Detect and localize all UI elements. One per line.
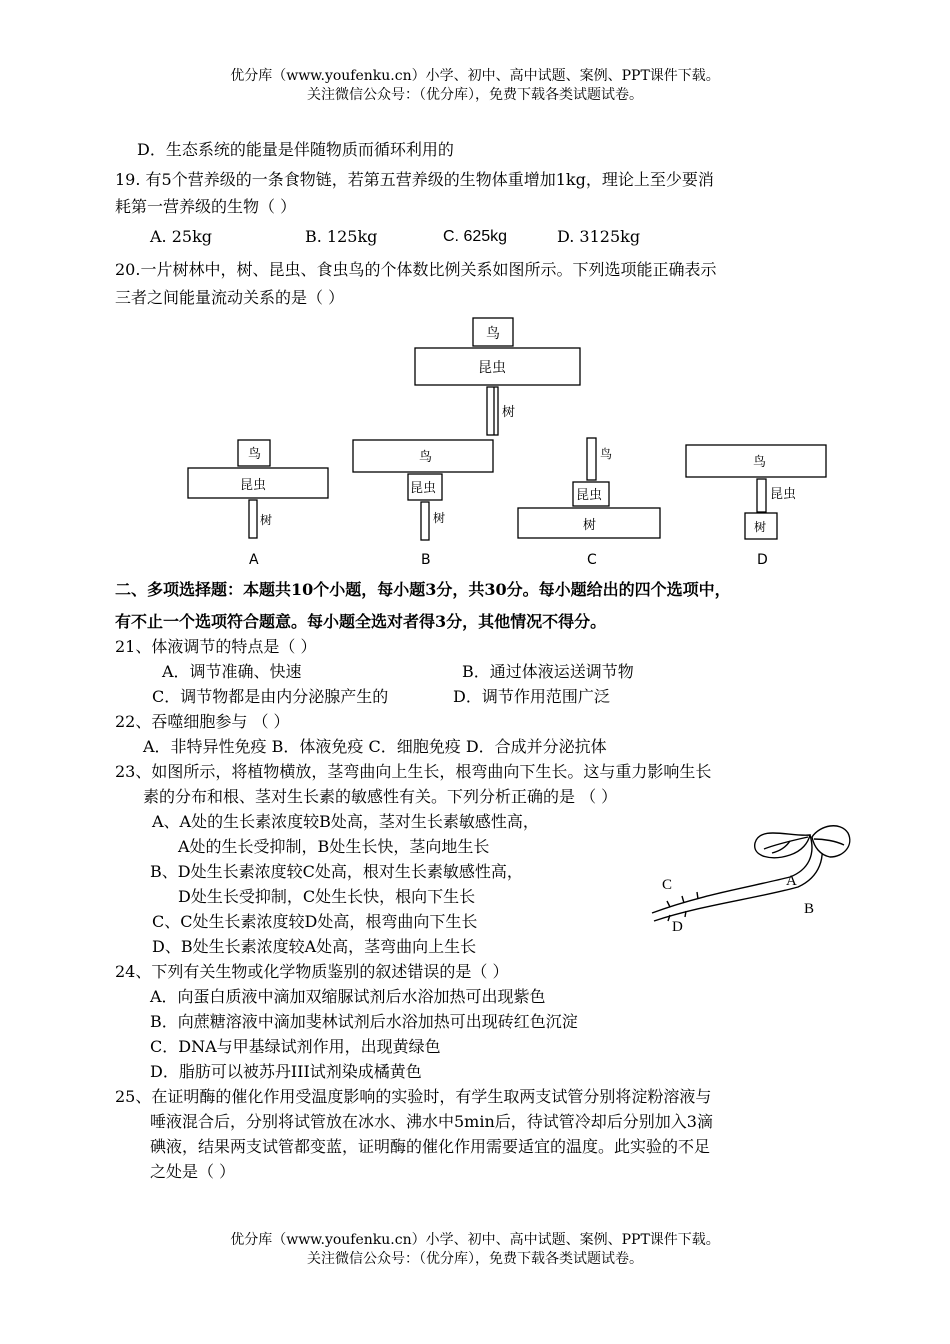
q20-option-a-pyramid <box>188 440 328 538</box>
q25-stem-line1: 25、在证明酶的催化作用受温度影响的实验时，有学生取两支试管分别将淀粉溶液与 <box>115 1087 712 1106</box>
plant-leaf-left <box>755 833 810 858</box>
q20-stem-line2: 三者之间能量流动关系的是（ ） <box>115 288 345 307</box>
q20-option-d-pyramid <box>686 445 826 539</box>
d-bird-label: 鸟 <box>753 455 767 470</box>
q23-option-a-line2: A处的生长受抑制，B处生长快，茎向地生长 <box>178 837 490 856</box>
main-insect-label: 昆虫 <box>478 360 506 376</box>
q25-stem-line2: 唾液混合后，分别将试管放在冰水、沸水中5min后，待试管冷却后分别加入3滴 <box>150 1112 713 1131</box>
section2-instructions-line1: 二、多项选择题：本题共10个小题，每小题3分，共30分。每小题给出的四个选项中， <box>115 580 731 599</box>
main-tree-label: 树 <box>502 405 516 420</box>
a-tree-label: 树 <box>260 513 273 527</box>
page-footer-line2: 关注微信公众号：（优分库），免费下载各类试题试卷。 <box>307 1251 643 1267</box>
q23-stem-line2: 素的分布和根、茎对生长素的敏感性有关。下列分析正确的是 （ ） <box>143 787 618 806</box>
q19-option-c: C. 625kg <box>443 228 508 245</box>
q19-stem-line2: 耗第一营养级的生物（ ） <box>115 197 297 216</box>
plant-label-d: D <box>672 919 683 935</box>
q24-option-a: A．向蛋白质液中滴加双缩脲试剂后水浴加热可出现紫色 <box>150 987 546 1006</box>
plant-label-a: A <box>786 873 797 889</box>
b-tree-label: 树 <box>433 511 446 525</box>
d-tree-label: 树 <box>754 520 767 534</box>
main-bird-label: 鸟 <box>486 326 500 342</box>
plant-label-b: B <box>804 901 815 917</box>
q23-option-b-line1: B、D处生长素浓度较C处高，根对生长素敏感性高， <box>150 862 523 881</box>
d-insect-label: 昆虫 <box>770 487 797 502</box>
q24-option-b: B．向蔗糖溶液中滴加斐林试剂后水浴加热可出现砖红色沉淀 <box>150 1012 578 1031</box>
q21-option-d: D．调节作用范围广泛 <box>453 687 610 706</box>
page-footer-line1: 优分库（www.youfenku.cn）小学、初中、高中试题、案例、PPT课件下载。 <box>230 1232 720 1248</box>
q19-option-b: B. 125kg <box>305 227 378 246</box>
q20-option-b-pyramid <box>353 440 493 540</box>
page-header-line1: 优分库（www.youfenku.cn）小学、初中、高中试题、案例、PPT课件下载。 <box>230 68 720 84</box>
q24-option-d: D．脂肪可以被苏丹III试剂染成橘黄色 <box>150 1062 422 1081</box>
q21-option-c: C．调节物都是由内分泌腺产生的 <box>152 687 389 706</box>
plant-label-c: C <box>662 877 673 893</box>
b-bird-label: 鸟 <box>419 450 433 465</box>
q19-stem-line1: 19. 有5个营养级的一条食物链，若第五营养级的生物体重增加1kg，理论上至少要消 <box>115 170 714 189</box>
q20-main-pyramid <box>415 318 580 435</box>
q21-option-a: A．调节准确、快速 <box>162 662 302 681</box>
q18-option-d: D．生态系统的能量是伴随物质而循环利用的 <box>137 140 454 159</box>
section2-instructions-line2: 有不止一个选项符合题意。每小题全选对者得3分，其他情况不得分。 <box>115 612 607 631</box>
q23-stem-line1: 23、如图所示，将植物横放，茎弯曲向上生长，根弯曲向下生长。这与重力影响生长 <box>115 762 712 781</box>
q20-stem-line1: 20.一片树林中，树、昆虫、食虫鸟的个体数比例关系如图所示。下列选项能正确表示 <box>115 260 717 279</box>
b-insect-label: 昆虫 <box>410 481 437 496</box>
q19-option-d: D. 3125kg <box>557 227 641 246</box>
q21-stem: 21、体液调节的特点是（ ） <box>115 637 317 656</box>
q22-stem: 22、吞噬细胞参与 （ ） <box>115 712 290 731</box>
q20-pyramid-figure <box>0 310 950 570</box>
q21-option-b: B．通过体液运送调节物 <box>462 662 634 681</box>
q23-plant-figure <box>640 815 860 945</box>
page-header-line2: 关注微信公众号：（优分库），免费下载各类试题试卷。 <box>307 87 643 103</box>
q24-option-c: C．DNA与甲基绿试剂作用，出现黄绿色 <box>150 1037 441 1056</box>
q22-options: A．非特异性免疫 B．体液免疫 C．细胞免疫 D．合成并分泌抗体 <box>143 737 607 756</box>
q20-option-c-letter: C <box>587 552 597 568</box>
c-bird-label: 鸟 <box>600 447 613 461</box>
q20-option-d-letter: D <box>757 552 768 568</box>
q23-option-d: D、B处生长素浓度较A处高，茎弯曲向上生长 <box>152 937 477 956</box>
c-insect-label: 昆虫 <box>576 488 603 503</box>
a-insect-label: 昆虫 <box>240 478 267 493</box>
q23-option-a-line1: A、A处的生长素浓度较B处高，茎对生长素敏感性高， <box>152 812 539 831</box>
q20-option-c-pyramid <box>518 438 660 538</box>
a-bird-label: 鸟 <box>248 447 262 462</box>
q23-option-c: C、C处生长素浓度较D处高，根弯曲向下生长 <box>152 912 478 931</box>
q19-option-a: A. 25kg <box>150 227 213 246</box>
q23-option-b-line2: D处生长受抑制，C处生长快，根向下生长 <box>178 887 476 906</box>
q20-option-b-letter: B <box>421 552 431 568</box>
q25-stem-line4: 之处是（ ） <box>150 1162 236 1181</box>
q20-option-a-letter: A <box>249 552 259 568</box>
c-tree-label: 树 <box>583 518 597 533</box>
q24-stem: 24、下列有关生物或化学物质鉴别的叙述错误的是（ ） <box>115 962 509 981</box>
q25-stem-line3: 碘液，结果两支试管都变蓝，证明酶的催化作用需要适宜的温度。此实验的不足 <box>150 1137 711 1156</box>
plant-leaf-right <box>812 826 850 857</box>
